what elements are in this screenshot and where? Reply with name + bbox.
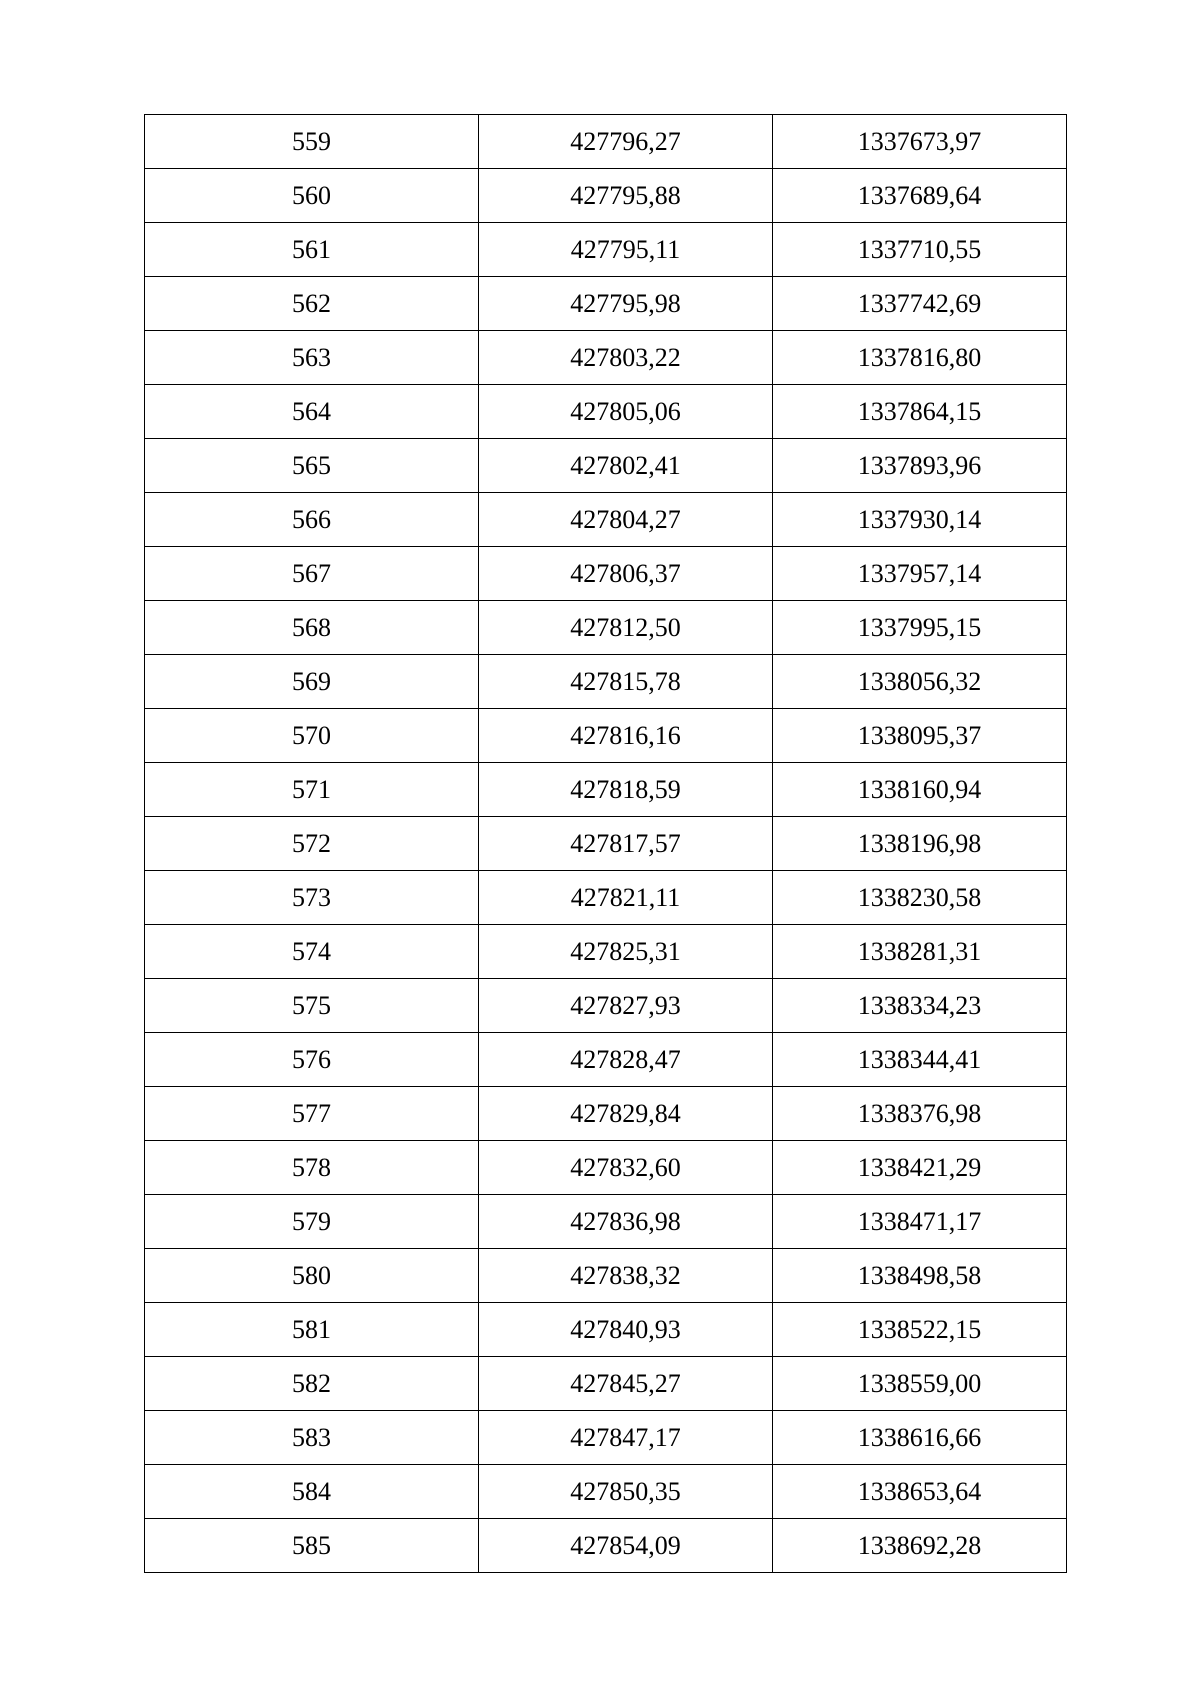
point-number-cell: 579: [145, 1195, 479, 1249]
y-coordinate-cell: 1338095,37: [773, 709, 1067, 763]
point-number-cell: 581: [145, 1303, 479, 1357]
x-coordinate-cell: 427796,27: [479, 115, 773, 169]
point-number-cell: 566: [145, 493, 479, 547]
x-coordinate-cell: 427803,22: [479, 331, 773, 385]
y-coordinate-cell: 1338376,98: [773, 1087, 1067, 1141]
coordinates-table-body: [145, 115, 1067, 1573]
y-coordinate-cell: 1338344,41: [773, 1033, 1067, 1087]
y-coordinate-cell: 1337742,69: [773, 277, 1067, 331]
y-coordinate-cell: 1338471,17: [773, 1195, 1067, 1249]
y-coordinate-cell: 1337710,55: [773, 223, 1067, 277]
point-number-cell: 560: [145, 169, 479, 223]
table-row: [145, 925, 1067, 979]
x-coordinate-cell: 427804,27: [479, 493, 773, 547]
y-coordinate-cell: 1338281,31: [773, 925, 1067, 979]
table-row: [145, 1303, 1067, 1357]
table-row: [145, 385, 1067, 439]
x-coordinate-cell: 427832,60: [479, 1141, 773, 1195]
x-coordinate-cell: 427818,59: [479, 763, 773, 817]
point-number-cell: 582: [145, 1357, 479, 1411]
point-number-cell: 559: [145, 115, 479, 169]
table-row: [145, 169, 1067, 223]
y-coordinate-cell: 1337816,80: [773, 331, 1067, 385]
y-coordinate-cell: 1338421,29: [773, 1141, 1067, 1195]
x-coordinate-cell: 427802,41: [479, 439, 773, 493]
table-row: [145, 331, 1067, 385]
table-row: [145, 1087, 1067, 1141]
point-number-cell: 576: [145, 1033, 479, 1087]
point-number-cell: 563: [145, 331, 479, 385]
x-coordinate-cell: 427795,98: [479, 277, 773, 331]
x-coordinate-cell: 427806,37: [479, 547, 773, 601]
y-coordinate-cell: 1337689,64: [773, 169, 1067, 223]
x-coordinate-cell: 427817,57: [479, 817, 773, 871]
y-coordinate-cell: 1338230,58: [773, 871, 1067, 925]
y-coordinate-cell: 1338522,15: [773, 1303, 1067, 1357]
x-coordinate-cell: 427805,06: [479, 385, 773, 439]
x-coordinate-cell: 427815,78: [479, 655, 773, 709]
point-number-cell: 572: [145, 817, 479, 871]
y-coordinate-cell: 1338692,28: [773, 1519, 1067, 1573]
y-coordinate-cell: 1338334,23: [773, 979, 1067, 1033]
table-row: [145, 223, 1067, 277]
x-coordinate-cell: 427821,11: [479, 871, 773, 925]
point-number-cell: 568: [145, 601, 479, 655]
x-coordinate-cell: 427836,98: [479, 1195, 773, 1249]
table-row: [145, 871, 1067, 925]
x-coordinate-cell: 427854,09: [479, 1519, 773, 1573]
x-coordinate-cell: 427825,31: [479, 925, 773, 979]
y-coordinate-cell: 1337957,14: [773, 547, 1067, 601]
point-number-cell: 571: [145, 763, 479, 817]
point-number-cell: 570: [145, 709, 479, 763]
y-coordinate-cell: 1337930,14: [773, 493, 1067, 547]
y-coordinate-cell: 1337864,15: [773, 385, 1067, 439]
table-row: [145, 1519, 1067, 1573]
table-row: [145, 655, 1067, 709]
point-number-cell: 565: [145, 439, 479, 493]
table-row: [145, 1357, 1067, 1411]
x-coordinate-cell: 427795,11: [479, 223, 773, 277]
point-number-cell: 577: [145, 1087, 479, 1141]
point-number-cell: 584: [145, 1465, 479, 1519]
coordinates-table: [144, 114, 1067, 1573]
x-coordinate-cell: 427812,50: [479, 601, 773, 655]
y-coordinate-cell: 1337995,15: [773, 601, 1067, 655]
y-coordinate-cell: 1338498,58: [773, 1249, 1067, 1303]
table-row: [145, 709, 1067, 763]
table-row: [145, 817, 1067, 871]
x-coordinate-cell: 427828,47: [479, 1033, 773, 1087]
table-row: [145, 601, 1067, 655]
point-number-cell: 561: [145, 223, 479, 277]
y-coordinate-cell: 1338653,64: [773, 1465, 1067, 1519]
y-coordinate-cell: 1338160,94: [773, 763, 1067, 817]
point-number-cell: 562: [145, 277, 479, 331]
point-number-cell: 564: [145, 385, 479, 439]
x-coordinate-cell: 427816,16: [479, 709, 773, 763]
x-coordinate-cell: 427840,93: [479, 1303, 773, 1357]
x-coordinate-cell: 427850,35: [479, 1465, 773, 1519]
y-coordinate-cell: 1338056,32: [773, 655, 1067, 709]
table-row: [145, 1195, 1067, 1249]
point-number-cell: 580: [145, 1249, 479, 1303]
table-row: [145, 115, 1067, 169]
point-number-cell: 583: [145, 1411, 479, 1465]
table-row: [145, 547, 1067, 601]
y-coordinate-cell: 1338559,00: [773, 1357, 1067, 1411]
y-coordinate-cell: 1338196,98: [773, 817, 1067, 871]
table-row: [145, 1141, 1067, 1195]
point-number-cell: 567: [145, 547, 479, 601]
table-row: [145, 1249, 1067, 1303]
table-row: [145, 763, 1067, 817]
point-number-cell: 585: [145, 1519, 479, 1573]
table-row: [145, 979, 1067, 1033]
point-number-cell: 574: [145, 925, 479, 979]
table-row: [145, 277, 1067, 331]
point-number-cell: 578: [145, 1141, 479, 1195]
x-coordinate-cell: 427847,17: [479, 1411, 773, 1465]
x-coordinate-cell: 427845,27: [479, 1357, 773, 1411]
table-row: [145, 1411, 1067, 1465]
point-number-cell: 573: [145, 871, 479, 925]
y-coordinate-cell: 1337893,96: [773, 439, 1067, 493]
y-coordinate-cell: 1338616,66: [773, 1411, 1067, 1465]
x-coordinate-cell: 427829,84: [479, 1087, 773, 1141]
point-number-cell: 575: [145, 979, 479, 1033]
table-row: [145, 493, 1067, 547]
point-number-cell: 569: [145, 655, 479, 709]
table-row: [145, 439, 1067, 493]
x-coordinate-cell: 427838,32: [479, 1249, 773, 1303]
x-coordinate-cell: 427795,88: [479, 169, 773, 223]
x-coordinate-cell: 427827,93: [479, 979, 773, 1033]
table-row: [145, 1465, 1067, 1519]
table-row: [145, 1033, 1067, 1087]
y-coordinate-cell: 1337673,97: [773, 115, 1067, 169]
